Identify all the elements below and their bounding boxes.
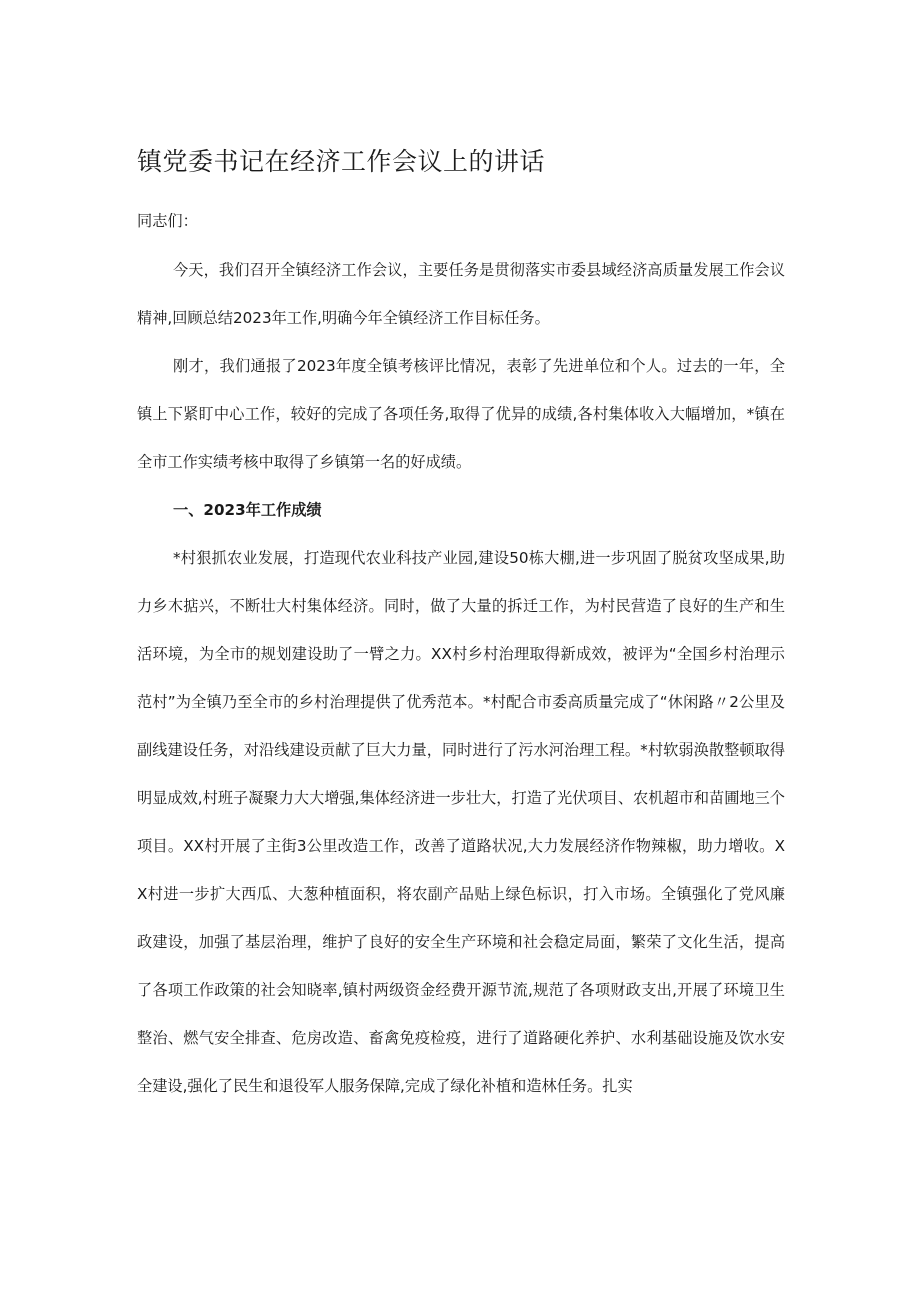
paragraph-achievements: *村狠抓农业发展，打造现代农业科技产业园,建设50栋大棚,进一步巩固了脱贫攻坚成果,助力乡木掂兴，不断壮大村集体经济。同时，做了大量的拆迁工作，为村民营造了良好的生产和生活环境，为全市的规划建设助了一臂之力。XX村乡村治理取得新成效，被评为“全国乡村治理示范村”为全镇乃至全市的乡村治理提供了优秀范本。*村配合市委高质量完成了“休闲路〃2公里及副线建设任务，对沿线建设贡献了巨大力量，同时进行了污水河治理工程。*村软弱涣散整顿取得明显成效,村班子凝聚力大大增强,集体经济进一步壮大，打造了光伏项目、农机超市和苗圃地三个项目。XX村开展了主街3公里改造工作，改善了道路状况,大力发展经济作物辣椒，助力增收。XX村进一步扩大西瓜、大葱种植面积，将农副产品贴上绿色标识，打入市场。全镇强化了党风廉政建设，加强了基层治理，维护了良好的安全生产环境和社会稳定局面，繁荣了文化生活，提高了各项工作政策的社会知晓率,镇村两级资金经费开源节流,规范了各项财政支出,开展了环境卫生整治、燃气安全排查、危房改造、畜禽免疫检疫，进行了道路硬化养护、水利基础设施及饮水安全建设,强化了民生和退役军人服务保障,完成了绿化补植和造林任务。扎实 — [137, 549, 785, 1095]
salutation: 同志们： — [137, 212, 198, 230]
paragraph-review: 刚才，我们通报了2023年度全镇考核评比情况，表彰了先进单位和个人。过去的一年，全镇上下紧盯中心工作，较好的完成了各项任务,取得了优异的成绩,各村集体收入大幅增加，*镇在全市工作实绩考核中取得了乡镇第一名的好成绩。 — [137, 357, 785, 471]
paragraph-intro: 今天，我们召开全镇经济工作会议，主要任务是贯彻落实市委县域经济高质量发展工作会议精神,回顾总结2023年工作,明确今年全镇经济工作目标任务。 — [137, 261, 785, 327]
document-title: 镇党委书记在经济工作会议上的讲话 — [137, 147, 546, 176]
section-heading: 一、2023年工作成绩 — [173, 501, 322, 519]
